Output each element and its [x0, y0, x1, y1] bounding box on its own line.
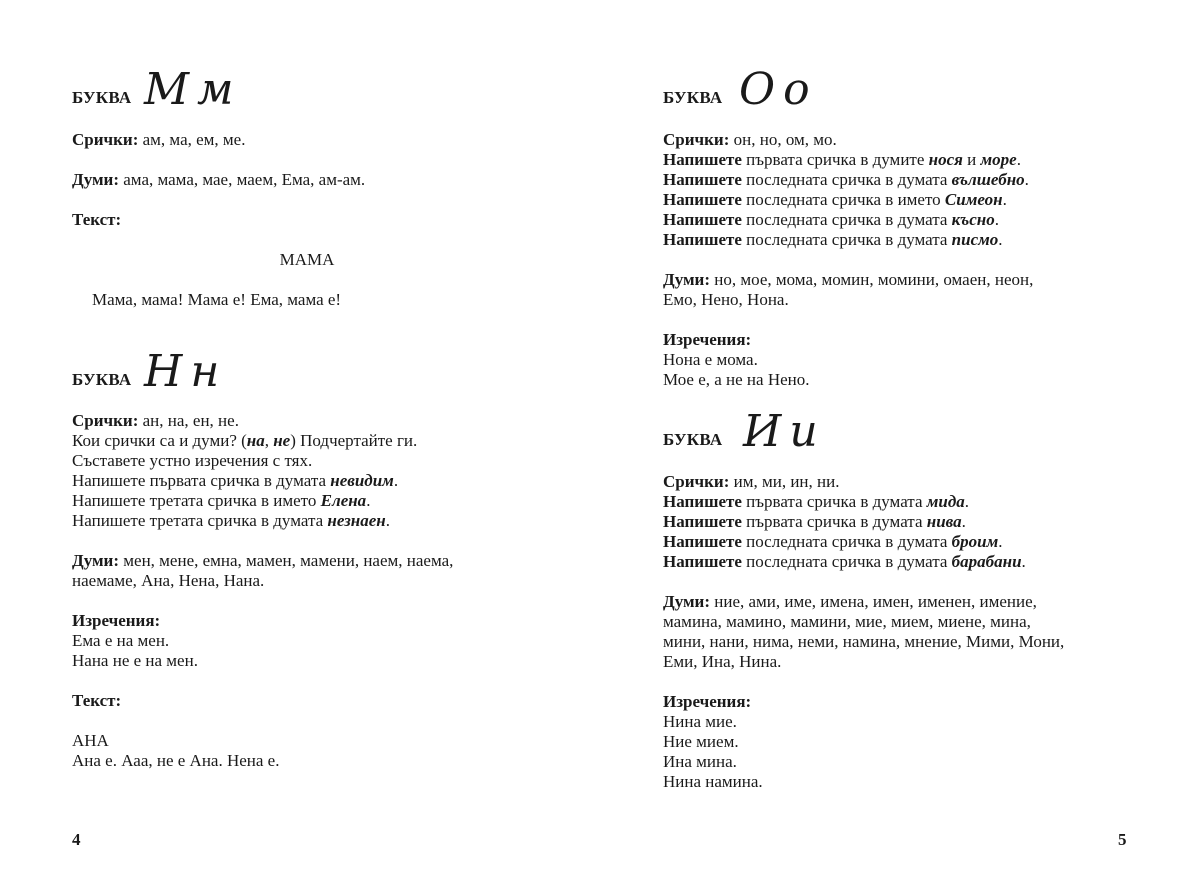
- instruction-line: [663, 210, 1133, 230]
- instruction-line: [663, 230, 1133, 250]
- highlight-word: нося: [928, 150, 963, 169]
- conjunction: и: [962, 150, 981, 169]
- sentence: Нина мие.: [663, 712, 737, 731]
- punctuation: .: [998, 532, 1003, 551]
- heading-script-letters: Оо: [739, 64, 818, 115]
- highlight-word: късно: [951, 210, 995, 229]
- instruction-text: последната сричка в думата: [741, 532, 952, 551]
- sentences-label: Изречения:: [663, 692, 752, 711]
- instruction-text: последната сричка в думата: [741, 210, 952, 229]
- highlight-word: броим: [951, 532, 999, 551]
- heading-word: БУКВА: [663, 88, 723, 107]
- sentence: Нона е мома.: [663, 350, 758, 369]
- punctuation: .: [366, 491, 371, 510]
- sentence: Нана не е на мен.: [72, 651, 198, 670]
- highlight-word: вълшебно: [951, 170, 1025, 189]
- words-line: [663, 270, 1133, 290]
- heading-word: БУКВА: [72, 88, 132, 107]
- highlight-word: Симеон: [944, 190, 1003, 209]
- words-line: [72, 551, 542, 571]
- sentence: Ние мием.: [663, 732, 739, 751]
- text-label: Текст:: [72, 210, 122, 229]
- highlight-word: мида: [926, 492, 965, 511]
- syllables-line: [72, 130, 542, 150]
- letter-o-section: [663, 130, 1133, 390]
- instruction-line: [663, 170, 1133, 190]
- sentences-label: Изречения:: [663, 330, 752, 349]
- punctuation: .: [1021, 552, 1026, 571]
- instruction-text: първата сричка в думата: [741, 512, 927, 531]
- highlight-word: невидим: [330, 471, 394, 490]
- heading-script-letters: Нн: [144, 346, 228, 397]
- instruction-text: първата сричка в думите: [741, 150, 929, 169]
- instruction-line: [663, 492, 1133, 512]
- write-label: Напишете: [663, 170, 742, 189]
- syllables-label: Срички:: [72, 411, 139, 430]
- sentence: Мое е, а не на Нено.: [663, 370, 810, 389]
- highlight-word: писмо: [951, 230, 999, 249]
- words-label: Думи:: [663, 270, 711, 289]
- highlight-word: не: [273, 431, 291, 450]
- words-label: Думи:: [72, 551, 120, 570]
- instruction-line: [72, 511, 542, 531]
- syllables-text: он, но, ом, мо.: [729, 130, 837, 149]
- text-body: Мама, мама! Мама е! Ема, мама е!: [92, 290, 342, 309]
- syllables-text: ан, на, ен, не.: [138, 411, 239, 430]
- instruction-line: [663, 512, 1133, 532]
- instruction-text: Напишете третата сричка в думата: [72, 511, 328, 530]
- instruction-text: Напишете първата сричка в думата: [72, 471, 331, 490]
- words-label: Думи:: [663, 592, 711, 611]
- words-text: но, мое, мома, момин, момини, омаен, неон,: [710, 270, 1034, 289]
- words-text: ние, ами, име, имена, имен, именен, имение,: [710, 592, 1037, 611]
- write-label: Напишете: [663, 210, 742, 229]
- instruction-text: последната сричка в думата: [741, 170, 952, 189]
- punctuation: .: [998, 230, 1003, 249]
- instruction-text: Напишете третата сричка в името: [72, 491, 321, 510]
- highlight-word: нива: [926, 512, 962, 531]
- letter-m-section: [72, 130, 542, 310]
- highlight-word: незнаен: [327, 511, 386, 530]
- words-line: [663, 592, 1133, 612]
- instruction-line: [663, 150, 1133, 170]
- punctuation: .: [1016, 150, 1021, 169]
- words-line: Емо, Нено, Нона.: [663, 290, 789, 309]
- sentence: Нина намина.: [663, 772, 763, 791]
- punctuation: .: [964, 492, 970, 511]
- text-label: Текст:: [72, 691, 122, 710]
- sentence: Ема е на мен.: [72, 631, 170, 650]
- write-label: Напишете: [663, 190, 742, 209]
- highlight-word: на: [246, 431, 265, 450]
- instruction-text: първата сричка в думата: [741, 492, 927, 511]
- write-label: Напишете: [663, 552, 742, 571]
- right-page: [663, 0, 1133, 896]
- syllables-line: [663, 130, 1133, 150]
- question-text: ) Подчертайте ги.: [290, 431, 418, 450]
- words-line: наемаме, Ана, Нена, Нана.: [72, 571, 265, 590]
- instruction-text: последната сричка в думата: [741, 552, 952, 571]
- words-line: мини, нани, нима, неми, намина, мнение, Мими, Мони,: [663, 632, 1065, 651]
- page-number: 4: [72, 830, 81, 849]
- words-line: [72, 170, 542, 190]
- instruction-line: [72, 471, 542, 491]
- syllables-label: Срички:: [663, 472, 730, 491]
- question-text: Кои срички са и думи? (: [72, 431, 247, 450]
- page-number: 5: [1118, 830, 1127, 849]
- instruction-line: [72, 491, 542, 511]
- highlight-word: море: [980, 150, 1017, 169]
- words-label: Думи:: [72, 170, 120, 189]
- heading-script-letters: Мм: [144, 64, 242, 115]
- write-label: Напишете: [663, 150, 742, 169]
- punctuation: .: [1002, 190, 1007, 209]
- instruction-line: [663, 190, 1133, 210]
- sentences-label: Изречения:: [72, 611, 161, 630]
- syllables-label: Срички:: [72, 130, 139, 149]
- instruction-text: последната сричка в думата: [741, 230, 952, 249]
- punctuation: .: [994, 210, 999, 229]
- syllables-line: [663, 472, 1133, 492]
- write-label: Напишете: [663, 512, 742, 531]
- words-line: мамина, мамино, мамини, мие, мием, миене, мина,: [663, 612, 1031, 631]
- letter-i-section: [663, 472, 1133, 792]
- sentence: Ина мина.: [663, 752, 737, 771]
- question-line: [72, 431, 542, 451]
- words-text: мен, мене, емна, мамен, мамени, наем, наема,: [119, 551, 454, 570]
- syllables-text: им, ми, ин, ни.: [729, 472, 840, 491]
- left-page: [72, 0, 542, 896]
- instruction-line: [663, 532, 1133, 552]
- instruction-line: [663, 552, 1133, 572]
- letter-n-section: [72, 411, 542, 771]
- words-text: ама, мама, мае, маем, Ема, ам-ам.: [119, 170, 366, 189]
- heading-word: БУКВА: [72, 370, 132, 389]
- write-label: Напишете: [663, 532, 742, 551]
- heading-word: БУКВА: [663, 430, 723, 449]
- punctuation: .: [385, 511, 390, 530]
- words-line: Еми, Ина, Нина.: [663, 652, 782, 671]
- text-body: Ана е. Ааа, не е Ана. Нена е.: [72, 751, 280, 770]
- separator: ,: [264, 431, 274, 450]
- highlight-word: барабани: [951, 552, 1022, 571]
- instruction-line: Съставете устно изречения с тях.: [72, 451, 313, 470]
- text-title: АНА: [72, 731, 109, 750]
- punctuation: .: [1024, 170, 1029, 189]
- instruction-text: последната сричка в името: [741, 190, 945, 209]
- punctuation: .: [961, 512, 966, 531]
- write-label: Напишете: [663, 492, 742, 511]
- write-label: Напишете: [663, 230, 742, 249]
- highlight-word: Елена: [320, 491, 367, 510]
- syllables-text: ам, ма, ем, ме.: [138, 130, 246, 149]
- heading-script-letters: Ии: [743, 406, 826, 457]
- syllables-label: Срички:: [663, 130, 730, 149]
- punctuation: .: [393, 471, 399, 490]
- syllables-line: [72, 411, 542, 431]
- text-title: МАМА: [279, 250, 335, 269]
